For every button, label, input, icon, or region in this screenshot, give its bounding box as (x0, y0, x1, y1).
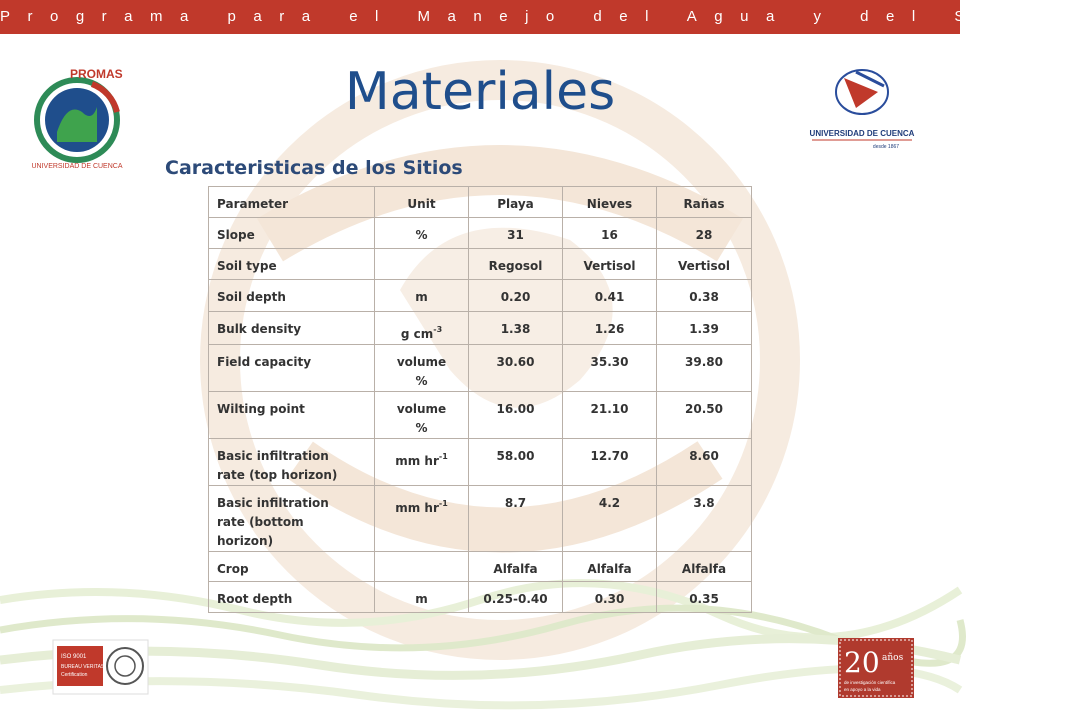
site-characteristics-table (208, 186, 752, 613)
header-unit: Unit (375, 187, 469, 218)
anniversary-stamp (838, 638, 914, 698)
table-header-row (209, 187, 752, 218)
promas-logo-text: PROMAS (70, 67, 123, 81)
table-row: Crop Alfalfa Alfalfa Alfalfa (209, 552, 752, 582)
anniv-number: 20 (844, 646, 880, 679)
promas-ring-text: UNIVERSIDAD DE CUENCA (31, 163, 123, 170)
table-row: Root depth m 0.25-0.40 0.30 0.35 (209, 582, 752, 613)
table-row: Bulk density g $cm^{-3}$ 1.38 1.26 1.39 (209, 312, 752, 345)
table-row: Soil type Regosol Vertisol Vertisol (209, 249, 752, 280)
header-parameter: Parameter (209, 187, 375, 218)
header-ranas: Rañas (657, 187, 752, 218)
table-row: Basic infiltration rate (top horizon) mm $hr^{-1}$ 58.00 12.70 8.60 (209, 439, 752, 486)
promas-logo (22, 62, 132, 172)
header-nieves: Nieves (563, 187, 657, 218)
iso-sub2: Certification (61, 672, 88, 678)
section-subtitle: Caracteristicas de los Sitios (165, 157, 463, 179)
universidad-cuenca-logo (806, 62, 918, 158)
anniv-line2: en apoyo a la vida (844, 687, 881, 692)
table-row: Basic infiltration rate (bottom horizon) mm $hr^{-1}$ 8.7 4.2 3.8 (209, 486, 752, 552)
table-row: Field capacity volume % 30.60 35.30 39.80 (209, 345, 752, 392)
universidad-logo-since: desde 1867 (872, 144, 900, 150)
slide-title: Materiales (344, 62, 616, 122)
table-row: Soil depth m 0.20 0.41 0.38 (209, 280, 752, 312)
iso-label: ISO 9001 (61, 654, 87, 660)
header-playa: Playa (469, 187, 563, 218)
table-row: Wilting point volume % 16.00 21.10 20.50 (209, 392, 752, 439)
anniv-word: años (882, 653, 904, 663)
anniv-line1: de investigación científica (844, 680, 896, 685)
header-banner: Programa para el Manejo del Agua y del Suelo (0, 0, 960, 34)
table-row: Slope % 31 16 28 (209, 218, 752, 249)
universidad-logo-text: UNIVERSIDAD DE CUENCA (809, 129, 915, 138)
iso-sub: BUREAU VERITAS (61, 664, 105, 670)
iso-certification-logo (53, 640, 148, 694)
